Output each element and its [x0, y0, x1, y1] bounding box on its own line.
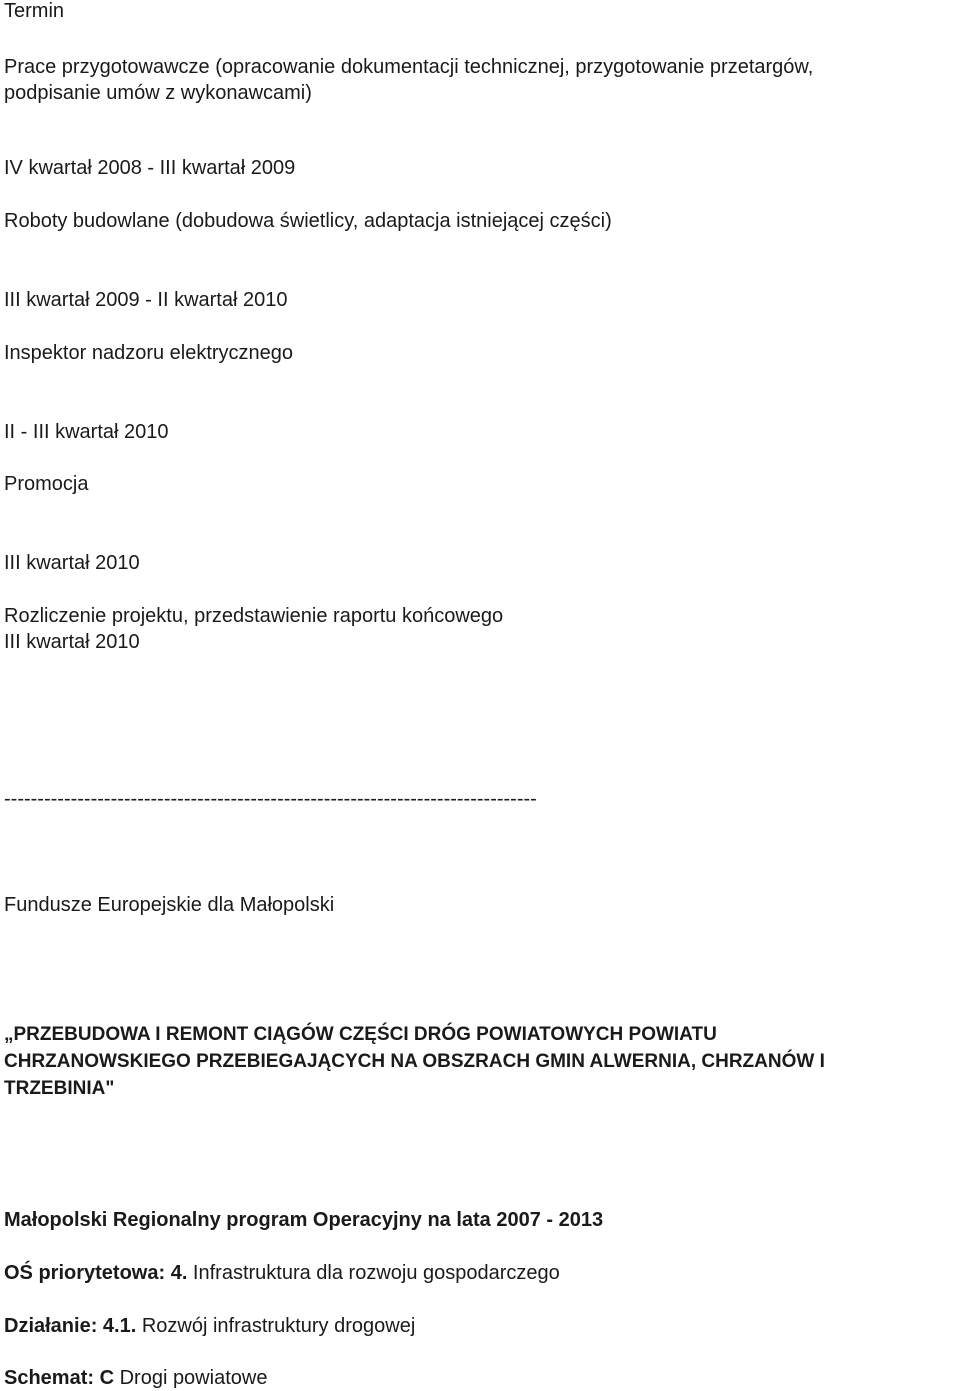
project-title-line-2: CHRZANOWSKIEGO PRZEBIEGAJĄCYCH NA OBSZRACH GMIN ALWERNIA, CHRZANÓW I [4, 1051, 825, 1072]
term-1: IV kwartał 2008 - III kwartał 2009 [4, 157, 296, 179]
project-title-line-1: „PRZEBUDOWA I REMONT CIĄGÓW CZĘŚCI DRÓG POWIATOWYCH POWIATU [4, 1024, 717, 1045]
term-3: II - III kwartał 2010 [4, 421, 169, 443]
term-4: III kwartał 2010 [4, 552, 140, 574]
scheme-label: Schemat: C [4, 1367, 115, 1389]
task-1-line-2: podpisanie umów z wykonawcami) [4, 82, 312, 104]
scheme-value: Drogi powiatowe [114, 1367, 268, 1389]
action [4, 1313, 415, 1339]
action-label: Działanie: 4.1. [4, 1315, 137, 1337]
task-5: Rozliczenie projektu, przedstawienie raportu końcowego [4, 605, 504, 627]
action-value: Rozwój infrastruktury drogowej [136, 1315, 416, 1337]
term-2: III kwartał 2009 - II kwartał 2010 [4, 289, 288, 311]
task-3: Inspektor nadzoru elektrycznego [4, 342, 294, 364]
priority-axis [4, 1260, 560, 1286]
heading-termin: Termin [4, 0, 65, 22]
fund-name: Fundusze Europejskie dla Małopolski [4, 894, 335, 916]
task-1-line-1: Prace przygotowawcze (opracowanie dokumentacji technicznej, przygotowanie przetargów, [4, 56, 814, 78]
priority-axis-label: OŚ priorytetowa: 4. [4, 1262, 188, 1284]
task-4: Promocja [4, 473, 89, 495]
task-2: Roboty budowlane (dobudowa świetlicy, adaptacja istniejącej części) [4, 210, 612, 232]
priority-axis-value: Infrastruktura dla rozwoju gospodarczego [187, 1262, 560, 1284]
separator-line: -------------------------------------------------------------------------------- [4, 788, 537, 810]
term-5: III kwartał 2010 [4, 631, 140, 653]
project-title-line-3: TRZEBINIA" [4, 1078, 115, 1099]
scheme [4, 1365, 267, 1391]
program-name: Małopolski Regionalny program Operacyjny na lata 2007 - 2013 [4, 1209, 604, 1231]
project-title [4, 1021, 956, 1102]
